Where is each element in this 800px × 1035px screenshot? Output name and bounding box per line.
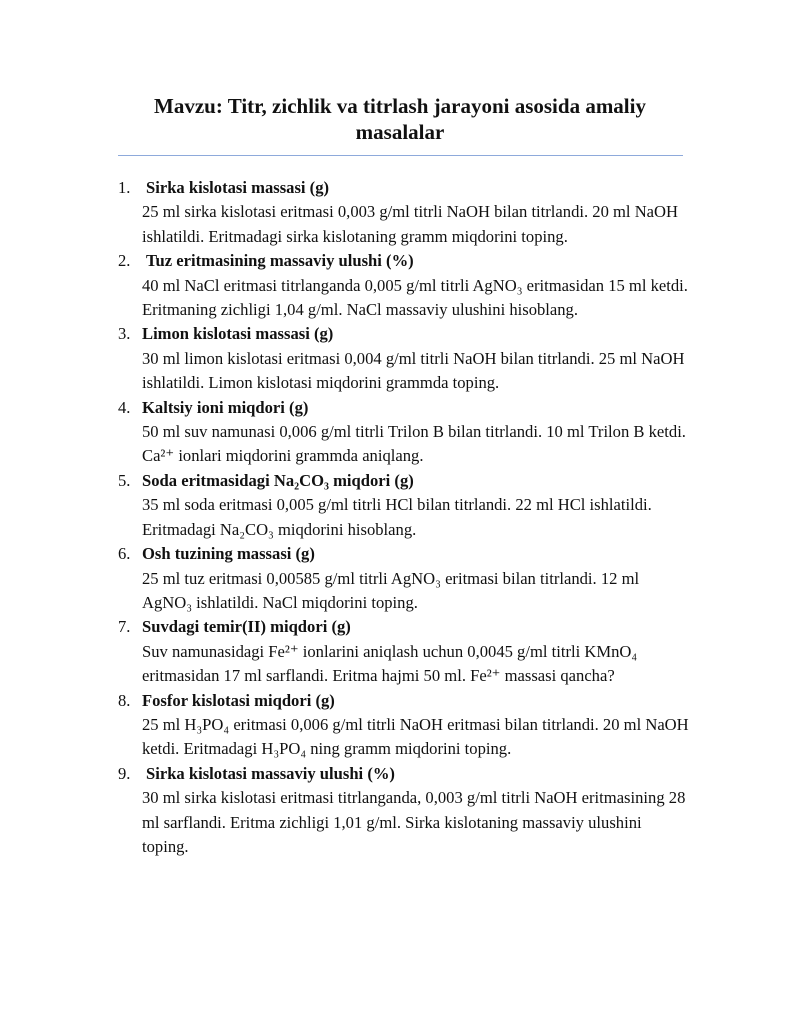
problem-heading: Osh tuzining massasi (g)	[142, 544, 315, 564]
problem-heading: Sirka kislotasi massaviy ulushi (%)	[146, 763, 395, 783]
problem-item-1	[0, 176, 800, 249]
problem-item-3	[0, 322, 800, 395]
problem-heading: Sirka kislotasi massasi (g)	[146, 178, 330, 197]
problem-text: 35 ml soda eritmasi 0,005 g/ml titrli HCl bilan titrlandi. 22 ml HCl ishlatildi. Eritmadagi Na₂CO₃ miqdorini hisoblang.	[142, 495, 652, 539]
problem-number: 6.	[118, 544, 131, 564]
problem-number: 9.	[118, 763, 131, 783]
problem-item-4	[0, 396, 800, 469]
problem-number: 7.	[118, 617, 131, 637]
problem-number: 4.	[118, 397, 131, 417]
problem-heading: Suvdagi temir(II) miqdori (g)	[142, 617, 351, 637]
problem-text: 40 ml NaCl eritmasi titrlanganda 0,005 g/ml titrli AgNO₃ eritmasidan 15 ml ketdi. Eritmaning zichligi 1,04 g/ml. NaCl massaviy ulushini hisoblang.	[142, 275, 688, 320]
problem-item-5	[0, 469, 800, 542]
problem-number: 3.	[118, 324, 131, 344]
problem-heading: Fosfor kislotasi miqdori (g)	[142, 690, 335, 710]
problem-number: 8.	[118, 690, 131, 710]
problem-text: 25 ml H₃PO₄ eritmasi 0,006 g/ml titrli NaOH eritmasi bilan titrlandi. 20 ml NaOH ketdi. Eritmadagi H₃PO₄ ning gramm miqdorini toping.	[142, 714, 689, 759]
problem-text: Suv namunasidagi Fe²⁺ ionlarini aniqlash uchun 0,0045 g/ml titrli KMnO₄ eritmasidan 17 ml sarflandi. Eritma hajmi 50 ml. Fe²⁺ massasi qancha?	[142, 641, 638, 686]
problem-text: 50 ml suv namunasi 0,006 g/ml titrli Trilon B bilan titrlandi. 10 ml Trilon B ketdi. Ca²⁺ ionlari miqdorini grammda aniqlang.	[142, 422, 686, 466]
problem-heading: Soda eritmasidagi Na₂CO₃ miqdori (g)	[142, 470, 414, 490]
problem-text: 30 ml limon kislotasi eritmasi 0,004 g/ml titrli NaOH bilan titrlandi. 25 ml NaOH ishlatildi. Limon kislotasi miqdorini grammda toping.	[142, 348, 685, 393]
problem-item-2	[0, 249, 800, 322]
problem-heading: Limon kislotasi massasi (g)	[142, 324, 334, 344]
problem-number: 2.	[118, 251, 131, 271]
problem-list	[0, 176, 800, 859]
problem-text: 25 ml sirka kislotasi eritmasi 0,003 g/ml titrli NaOH bilan titrlandi. 20 ml NaOH ishlatildi. Eritmadagi sirka kislotaning gramm miqdorini toping.	[142, 202, 679, 246]
problem-item-9	[0, 762, 800, 860]
document-title: Mavzu: Titr, zichlik va titrlash jarayoni asosida amaliy masalalar	[154, 94, 646, 144]
problem-item-6	[0, 542, 800, 615]
problem-item-7	[0, 615, 800, 688]
title-divider	[118, 155, 683, 156]
problem-number: 5.	[118, 470, 131, 490]
problem-text: 25 ml tuz eritmasi 0,00585 g/ml titrli AgNO₃ eritmasi bilan titrlandi. 12 ml AgNO₃ ishlatildi. NaCl miqdorini toping.	[142, 568, 640, 612]
problem-item-8	[0, 689, 800, 762]
problem-text: 30 ml sirka kislotasi eritmasi titrlanganda, 0,003 g/ml titrli NaOH eritmasining 28 ml sarflandi. Eritma zichligi 1,01 g/ml. Sirka kislotaning massaviy ulushini toping.	[142, 788, 686, 856]
problem-heading: Tuz eritmasining massaviy ulushi (%)	[146, 251, 414, 271]
problem-number: 1.	[118, 178, 131, 197]
problem-heading: Kaltsiy ioni miqdori (g)	[142, 397, 309, 417]
